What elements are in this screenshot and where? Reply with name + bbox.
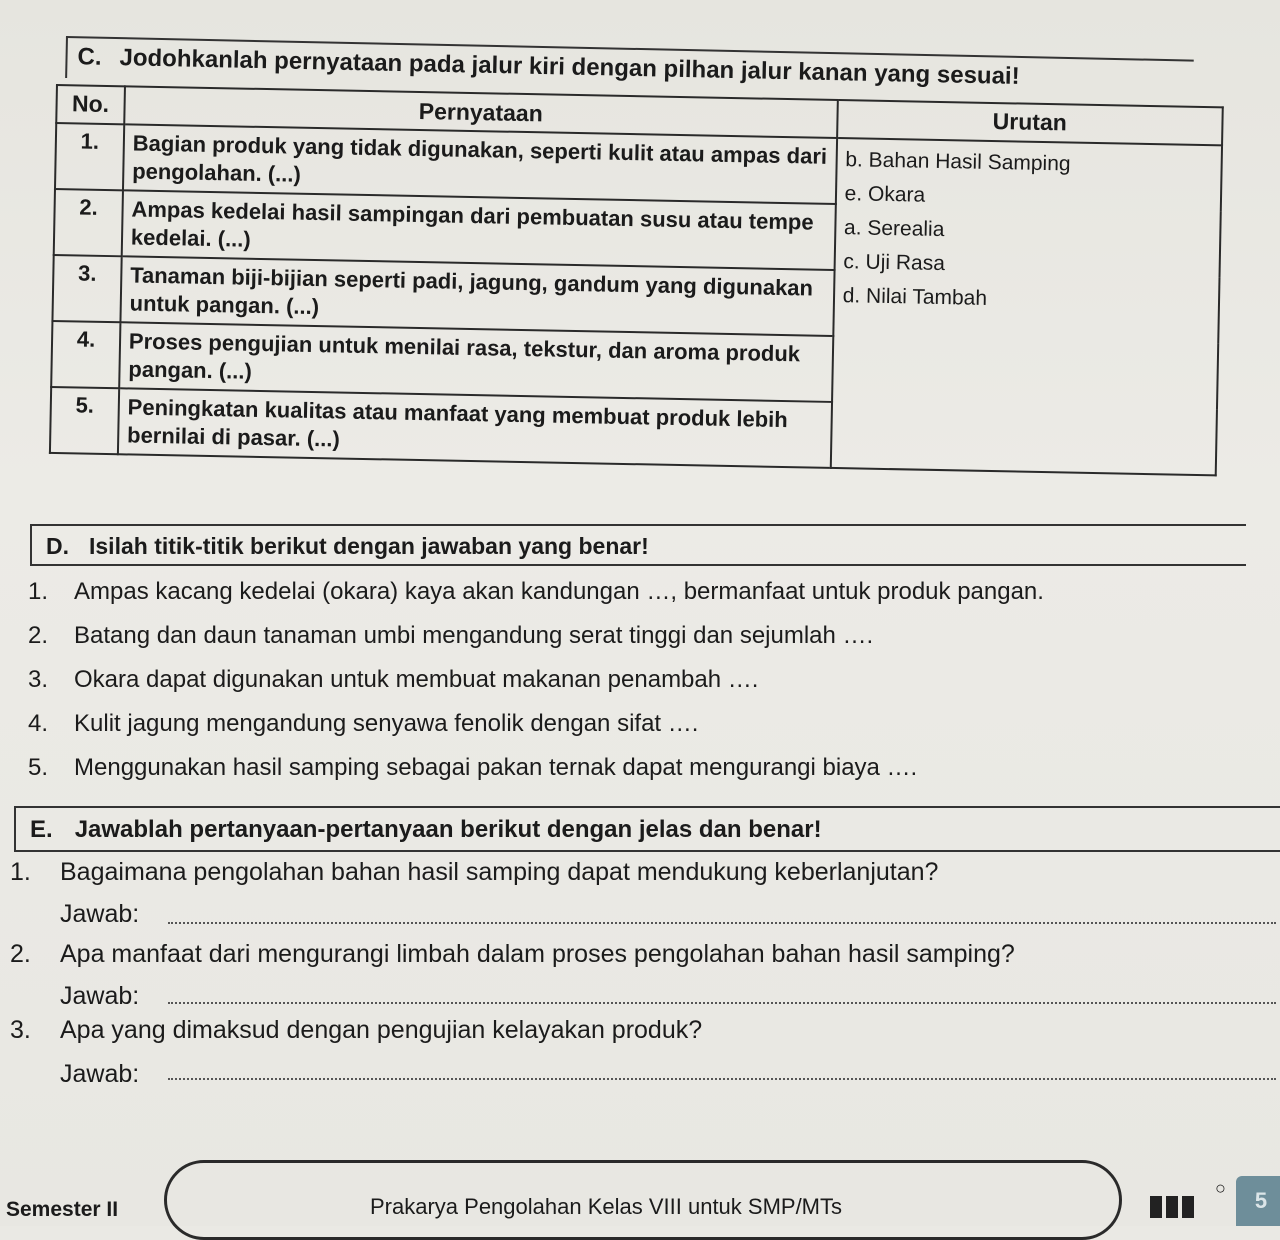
option-item: d. Nilai Tambah — [842, 284, 988, 310]
question-number: 2. — [10, 940, 31, 968]
footer-semester: Semester II — [6, 1198, 119, 1221]
item-text: Batang dan daun tanaman umbi mengandung serat tinggi dan sejumlah …. — [74, 622, 874, 649]
row-statement: Ampas kedelai hasil sampingan dari pembuatan susu atau tempe kedelai. (...) — [122, 190, 836, 270]
header-answer: Urutan — [837, 100, 1223, 145]
row-statement: Proses pengujian untuk menilai rasa, tekstur, dan aroma produk pangan. (...) — [119, 322, 833, 402]
answer-label: Jawab: — [60, 900, 140, 928]
answer-line[interactable] — [168, 1002, 1276, 1004]
item-number: 3. — [28, 666, 49, 693]
list-item — [28, 614, 1268, 658]
header-no: No. — [56, 85, 125, 124]
question-text: Bagaimana pengolahan bahan hasil samping dapat mendukung keberlanjutan? — [60, 858, 939, 886]
section-d-title: Isilah titik-titik berikut dengan jawaban yang benar! — [89, 533, 649, 559]
essay-question — [10, 940, 1015, 969]
answer-line[interactable] — [168, 1078, 1276, 1080]
matching-table — [49, 84, 1224, 476]
footer-bars-icon — [1150, 1196, 1198, 1223]
option-item: e. Okara — [844, 182, 926, 207]
list-item — [28, 570, 1268, 614]
fill-in-list — [28, 570, 1268, 790]
item-text: Okara dapat digunakan untuk membuat makanan penambah …. — [74, 666, 759, 693]
item-text: Kulit jagung mengandung senyawa fenolik dengan sifat …. — [74, 710, 699, 737]
options-cell — [830, 138, 1222, 475]
row-number: 2. — [54, 189, 123, 256]
essay-question — [10, 1016, 702, 1045]
row-number: 3. — [52, 255, 121, 322]
footer-book-title: Prakarya Pengolahan Kelas VIII untuk SMP/MTs — [370, 1194, 843, 1219]
section-e-title: Jawablah pertanyaan-pertanyaan berikut dengan jelas dan benar! — [74, 816, 822, 843]
item-number: 2. — [28, 622, 49, 649]
section-d-letter: D. — [46, 533, 69, 559]
row-number: 1. — [55, 123, 124, 190]
question-text: Apa yang dimaksud dengan pengujian kelayakan produk? — [60, 1016, 703, 1044]
question-text: Apa manfaat dari mengurangi limbah dalam proses pengolahan bahan hasil samping? — [60, 940, 1015, 968]
item-number: 4. — [28, 710, 49, 737]
essay-question — [10, 858, 938, 887]
option-item: c. Uji Rasa — [843, 250, 946, 276]
list-item — [28, 746, 1268, 790]
list-item — [28, 658, 1268, 702]
item-number: 1. — [28, 578, 49, 605]
footer-circle-icon: ○ — [1215, 1178, 1226, 1198]
answer-label: Jawab: — [60, 1060, 140, 1088]
options-list — [842, 143, 1213, 320]
item-text: Ampas kacang kedelai (okara) kaya akan kandungan …, bermanfaat untuk produk pangan. — [74, 578, 1044, 605]
header-statement: Pernyataan — [124, 86, 837, 138]
row-statement: Peningkatan kualitas atau manfaat yang membuat produk lebih bernilai di pasar. (...) — [118, 388, 832, 468]
question-number: 3. — [10, 1016, 31, 1044]
section-e-heading — [14, 806, 1280, 852]
option-item: a. Serealia — [843, 216, 945, 242]
section-e-letter: E. — [30, 816, 53, 843]
item-text: Menggunakan hasil samping sebagai pakan ternak dapat mengurangi biaya …. — [74, 754, 918, 781]
item-number: 5. — [28, 754, 49, 781]
question-number: 1. — [10, 858, 31, 886]
option-item: b. Bahan Hasil Samping — [845, 148, 1071, 176]
section-d-heading — [30, 524, 1246, 566]
row-number: 5. — [50, 387, 119, 454]
list-item — [28, 702, 1268, 746]
answer-line[interactable] — [168, 922, 1276, 924]
section-c-title: Jodohkanlah pernyataan pada jalur kiri dengan pilhan jalur kanan yang sesuai! — [119, 44, 1020, 90]
row-statement: Tanaman biji-bijian seperti padi, jagung, gandum yang digunakan untuk pangan. (...) — [120, 256, 834, 336]
section-c-letter: C. — [77, 43, 102, 71]
row-number: 4. — [51, 321, 120, 388]
row-statement: Bagian produk yang tidak digunakan, seperti kulit atau ampas dari pengolahan. (...) — [123, 124, 837, 204]
answer-label: Jawab: — [60, 982, 140, 1010]
page-number: 5 — [1236, 1176, 1280, 1226]
